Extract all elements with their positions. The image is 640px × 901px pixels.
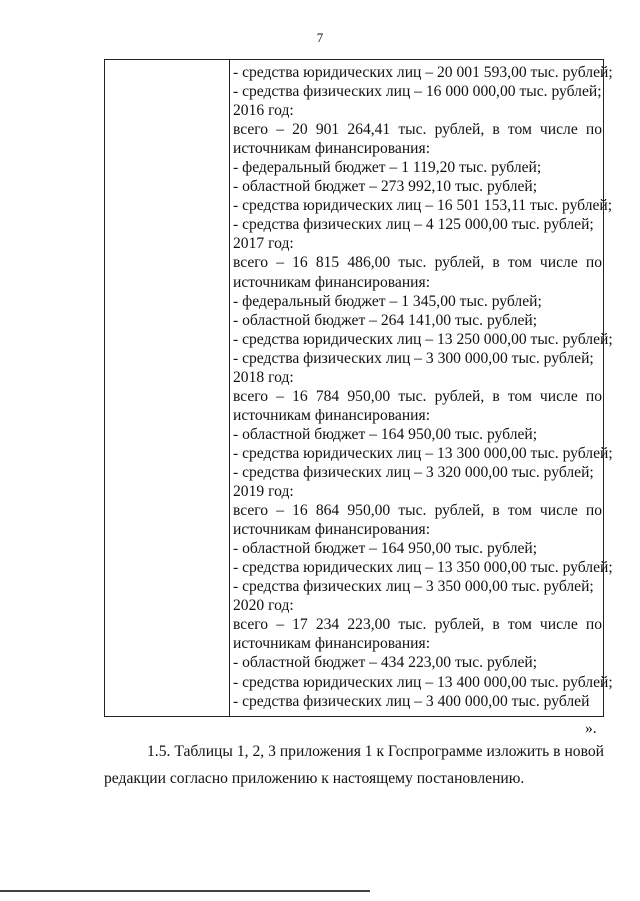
table-line: - средства юридических лиц – 13 400 000,00 тыс. рублей; [233,673,613,691]
table-line: - федеральный бюджет – 1 345,00 тыс. рублей; [233,292,542,310]
table-line: 2018 год: [233,368,294,386]
table-line: всего – 20 901 264,41 тыс. рублей, в том числе по [233,121,602,139]
table-line: всего – 16 864 950,00 тыс. рублей, в том числе по [233,502,602,520]
table-line: - областной бюджет – 434 223,00 тыс. рублей; [233,654,538,672]
table-line: - средства юридических лиц – 13 300 000,00 тыс. рублей; [233,444,613,462]
page-number: 7 [316,30,324,45]
table-line: источникам финансирования: [233,406,431,424]
table-line: 2020 год: [233,597,294,615]
funding-table [104,59,613,717]
table-line: всего – 16 815 486,00 тыс. рублей, в том числе по [233,254,602,272]
table-line: - областной бюджет – 164 950,00 тыс. рублей; [233,540,538,558]
table-line: - средства юридических лиц – 13 350 000,00 тыс. рублей; [233,559,613,577]
body-paragraph: 1.5. Таблицы 1, 2, 3 приложения 1 к Госпрограмме изложить в новой редакции согласно приложению к настоящему постановлению. [104,743,604,787]
table-line: 2019 год: [233,483,294,501]
table-line: источникам финансирования: [233,273,431,291]
table-line: - средства физических лиц – 3 350 000,00 тыс. рублей; [233,578,594,596]
table-line: всего – 16 784 950,00 тыс. рублей, в том числе по [233,387,602,405]
table-line: - средства физических лиц – 3 400 000,00 тыс. рублей [233,692,590,710]
table-line: - средства физических лиц – 3 300 000,00 тыс. рублей; [233,349,594,367]
table-line: - областной бюджет – 273 992,10 тыс. рублей; [233,178,538,196]
table-line: 2016 год: [233,102,294,120]
table-line: источникам финансирования: [233,521,431,539]
table-column-divider [229,60,230,716]
closing-quote: ». [585,720,597,737]
table-line: - средства физических лиц – 16 000 000,00 тыс. рублей; [233,83,602,101]
table-line: источникам финансирования: [233,140,431,158]
table-line: - областной бюджет – 164 950,00 тыс. рублей; [233,425,538,443]
table-line: - средства физических лиц – 4 125 000,00 тыс. рублей; [233,216,594,234]
footer-rule [0,890,370,892]
table-line: - средства юридических лиц – 20 001 593,00 тыс. рублей; [233,64,613,81]
table-line: - средства физических лиц – 3 320 000,00 тыс. рублей; [233,463,594,481]
table-line: источникам финансирования: [233,635,431,653]
funding-table-cell [233,63,613,711]
table-line: 2017 год: [233,235,294,253]
table-line: - средства юридических лиц – 13 250 000,00 тыс. рублей; [233,330,613,348]
table-line: - федеральный бюджет – 1 119,20 тыс. рублей; [233,159,542,177]
table-line: - средства юридических лиц – 16 501 153,11 тыс. рублей; [233,197,613,215]
table-line: всего – 17 234 223,00 тыс. рублей, в том числе по [233,616,602,634]
table-line: - областной бюджет – 264 141,00 тыс. рублей; [233,311,538,329]
